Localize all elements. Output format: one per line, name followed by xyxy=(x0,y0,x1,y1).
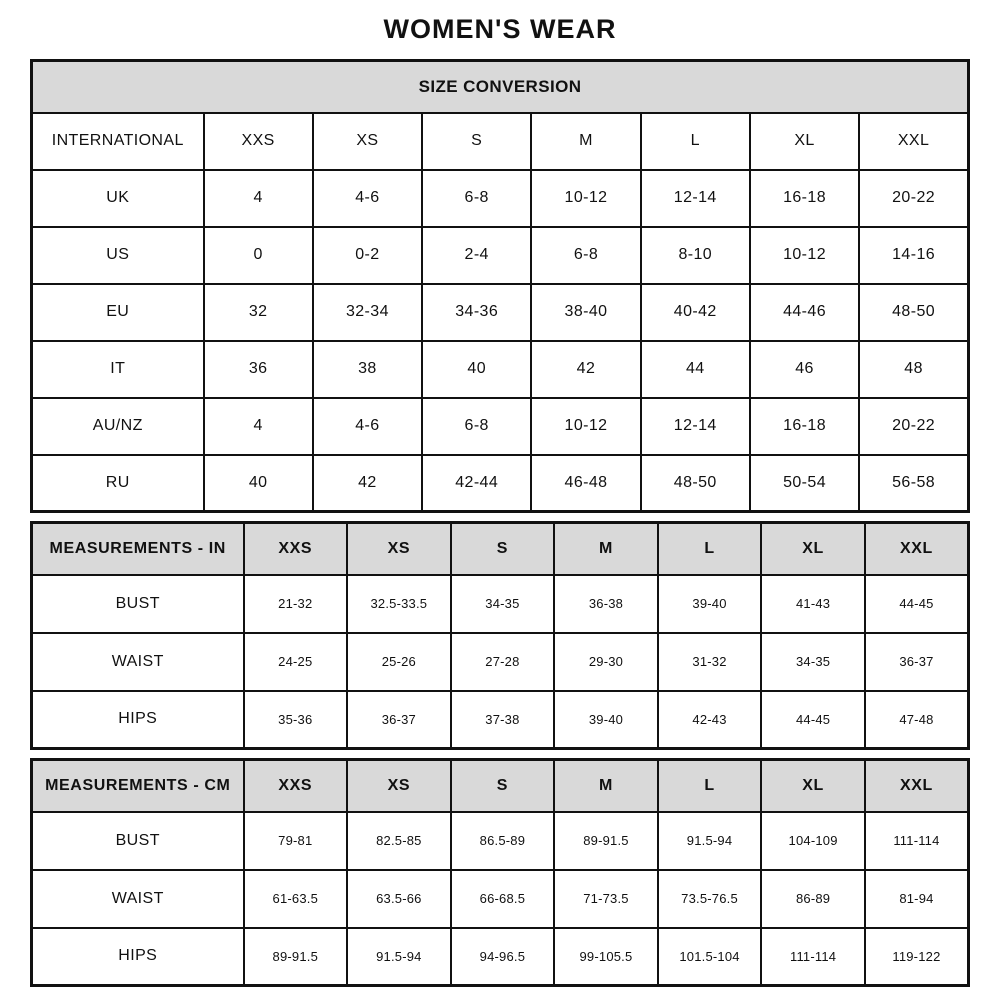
size-col-header: XXL xyxy=(865,760,969,812)
measure-value: 34-35 xyxy=(761,633,865,691)
size-col-header: L xyxy=(658,760,762,812)
measure-value: 25-26 xyxy=(347,633,451,691)
size-value: 4-6 xyxy=(313,398,422,455)
table-row-bust-in xyxy=(32,575,969,633)
measure-value: 29-30 xyxy=(554,633,658,691)
size-col-header: XL xyxy=(750,113,859,170)
measure-value: 34-35 xyxy=(451,575,555,633)
measure-value: 101.5-104 xyxy=(658,928,762,986)
size-value: 48 xyxy=(859,341,968,398)
size-value: 48-50 xyxy=(859,284,968,341)
table-row-hips-cm xyxy=(32,928,969,986)
measure-value: 42-43 xyxy=(658,691,762,749)
measure-value: 36-38 xyxy=(554,575,658,633)
measure-value: 104-109 xyxy=(761,812,865,870)
measure-value: 99-105.5 xyxy=(554,928,658,986)
size-value: 32-34 xyxy=(313,284,422,341)
measure-value: 86.5-89 xyxy=(451,812,555,870)
measure-value: 119-122 xyxy=(865,928,969,986)
measure-value: 47-48 xyxy=(865,691,969,749)
size-value: 42 xyxy=(313,455,422,512)
size-col-header: M xyxy=(554,523,658,575)
size-conversion-title: SIZE CONVERSION xyxy=(32,61,969,113)
measure-value: 63.5-66 xyxy=(347,870,451,928)
measurements-in-table xyxy=(30,521,970,750)
measure-value: 111-114 xyxy=(761,928,865,986)
size-value: 32 xyxy=(204,284,313,341)
measure-value: 37-38 xyxy=(451,691,555,749)
measure-value: 36-37 xyxy=(347,691,451,749)
size-value: 0-2 xyxy=(313,227,422,284)
size-value: 40-42 xyxy=(641,284,750,341)
region-label: AU/NZ xyxy=(32,398,204,455)
size-col-header: XXS xyxy=(244,523,348,575)
measure-value: 82.5-85 xyxy=(347,812,451,870)
measure-value: 73.5-76.5 xyxy=(658,870,762,928)
size-value: 4-6 xyxy=(313,170,422,227)
table-row-waist-cm xyxy=(32,870,969,928)
measure-label: BUST xyxy=(32,812,244,870)
measurements-cm-title: MEASUREMENTS - CM xyxy=(32,760,244,812)
size-value: 8-10 xyxy=(641,227,750,284)
region-label: RU xyxy=(32,455,204,512)
table-row-waist-in xyxy=(32,633,969,691)
size-value: 44 xyxy=(641,341,750,398)
measure-value: 39-40 xyxy=(554,691,658,749)
international-header-row xyxy=(32,113,969,170)
size-col-header: S xyxy=(451,760,555,812)
measure-label: WAIST xyxy=(32,870,244,928)
size-col-header: S xyxy=(422,113,531,170)
size-col-header: XL xyxy=(761,523,865,575)
size-value: 56-58 xyxy=(859,455,968,512)
measure-value: 91.5-94 xyxy=(347,928,451,986)
measure-value: 35-36 xyxy=(244,691,348,749)
size-value: 4 xyxy=(204,398,313,455)
size-col-header: XXS xyxy=(244,760,348,812)
measure-value: 94-96.5 xyxy=(451,928,555,986)
size-value: 36 xyxy=(204,341,313,398)
region-label: US xyxy=(32,227,204,284)
size-value: 34-36 xyxy=(422,284,531,341)
measure-value: 41-43 xyxy=(761,575,865,633)
size-value: 40 xyxy=(422,341,531,398)
measure-value: 44-45 xyxy=(761,691,865,749)
size-value: 12-14 xyxy=(641,398,750,455)
measure-value: 31-32 xyxy=(658,633,762,691)
size-value: 50-54 xyxy=(750,455,859,512)
size-value: 10-12 xyxy=(531,398,640,455)
row-header-international: INTERNATIONAL xyxy=(32,113,204,170)
measurements-cm-table xyxy=(30,758,970,987)
size-col-header: L xyxy=(658,523,762,575)
size-value: 48-50 xyxy=(641,455,750,512)
measure-value: 89-91.5 xyxy=(244,928,348,986)
table-row-eu xyxy=(32,284,969,341)
size-value: 20-22 xyxy=(859,398,968,455)
size-conversion-header-row xyxy=(32,61,969,113)
table-row-aunz xyxy=(32,398,969,455)
measure-value: 71-73.5 xyxy=(554,870,658,928)
measure-label: HIPS xyxy=(32,928,244,986)
measure-value: 61-63.5 xyxy=(244,870,348,928)
size-value: 42 xyxy=(531,341,640,398)
measure-value: 89-91.5 xyxy=(554,812,658,870)
size-value: 14-16 xyxy=(859,227,968,284)
region-label: IT xyxy=(32,341,204,398)
size-value: 4 xyxy=(204,170,313,227)
size-value: 6-8 xyxy=(422,398,531,455)
measure-value: 66-68.5 xyxy=(451,870,555,928)
measure-label: WAIST xyxy=(32,633,244,691)
table-row-bust-cm xyxy=(32,812,969,870)
size-value: 6-8 xyxy=(422,170,531,227)
size-col-header: XXS xyxy=(204,113,313,170)
size-col-header: XXL xyxy=(859,113,968,170)
measure-value: 44-45 xyxy=(865,575,969,633)
table-row-it xyxy=(32,341,969,398)
size-value: 42-44 xyxy=(422,455,531,512)
size-col-header: XS xyxy=(347,523,451,575)
measurements-cm-header-row xyxy=(32,760,969,812)
region-label: UK xyxy=(32,170,204,227)
size-value: 38 xyxy=(313,341,422,398)
measure-label: HIPS xyxy=(32,691,244,749)
size-value: 16-18 xyxy=(750,398,859,455)
table-row-us xyxy=(32,227,969,284)
size-col-header: S xyxy=(451,523,555,575)
size-col-header: M xyxy=(531,113,640,170)
page-title: WOMEN'S WEAR xyxy=(383,14,617,44)
measure-value: 39-40 xyxy=(658,575,762,633)
size-col-header: L xyxy=(641,113,750,170)
size-value: 2-4 xyxy=(422,227,531,284)
measure-label: BUST xyxy=(32,575,244,633)
measure-value: 32.5-33.5 xyxy=(347,575,451,633)
size-value: 46 xyxy=(750,341,859,398)
size-col-header: M xyxy=(554,760,658,812)
size-conversion-table xyxy=(30,59,970,513)
measurements-in-title: MEASUREMENTS - IN xyxy=(32,523,244,575)
size-col-header: XXL xyxy=(865,523,969,575)
size-value: 40 xyxy=(204,455,313,512)
measure-value: 81-94 xyxy=(865,870,969,928)
measure-value: 27-28 xyxy=(451,633,555,691)
measure-value: 86-89 xyxy=(761,870,865,928)
size-value: 12-14 xyxy=(641,170,750,227)
measure-value: 111-114 xyxy=(865,812,969,870)
size-col-header: XS xyxy=(313,113,422,170)
size-value: 10-12 xyxy=(531,170,640,227)
region-label: EU xyxy=(32,284,204,341)
size-col-header: XL xyxy=(761,760,865,812)
size-value: 46-48 xyxy=(531,455,640,512)
measurements-in-header-row xyxy=(32,523,969,575)
size-value: 20-22 xyxy=(859,170,968,227)
measure-value: 36-37 xyxy=(865,633,969,691)
measure-value: 91.5-94 xyxy=(658,812,762,870)
size-col-header: XS xyxy=(347,760,451,812)
table-row-ru xyxy=(32,455,969,512)
table-row-hips-in xyxy=(32,691,969,749)
measure-value: 79-81 xyxy=(244,812,348,870)
size-value: 6-8 xyxy=(531,227,640,284)
size-value: 38-40 xyxy=(531,284,640,341)
size-value: 16-18 xyxy=(750,170,859,227)
size-value: 44-46 xyxy=(750,284,859,341)
size-value: 0 xyxy=(204,227,313,284)
measure-value: 24-25 xyxy=(244,633,348,691)
measure-value: 21-32 xyxy=(244,575,348,633)
table-row-uk xyxy=(32,170,969,227)
size-value: 10-12 xyxy=(750,227,859,284)
